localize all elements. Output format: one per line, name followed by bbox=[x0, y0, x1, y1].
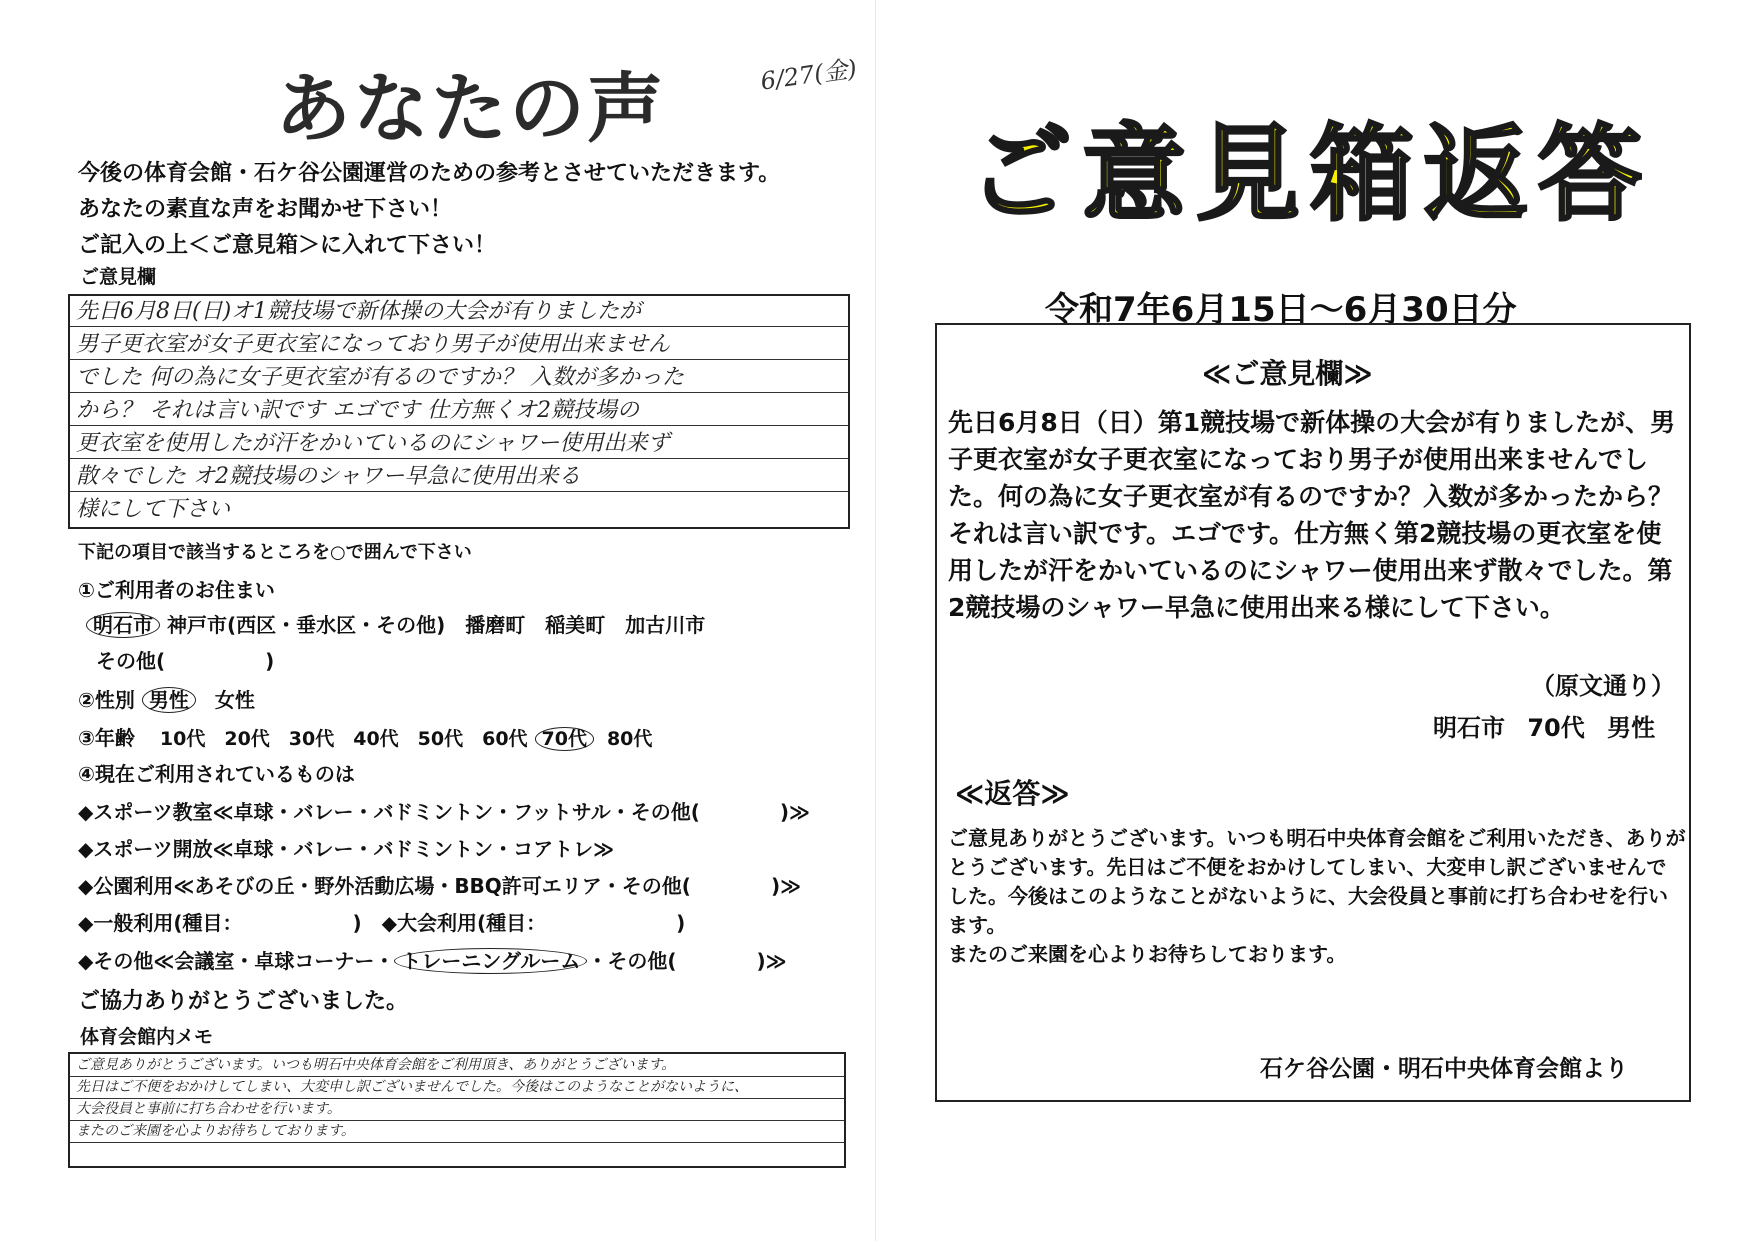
q2-circled-answer[interactable]: 男性 bbox=[142, 687, 196, 713]
reply-text bbox=[948, 824, 1686, 969]
memo-heading: 体育会館内メモ bbox=[80, 1026, 214, 1048]
usage-other-suffix: ・その他( )≫ bbox=[587, 949, 787, 973]
intro-line-3: ご記入の上＜ご意見箱＞に入れて下さい！ bbox=[78, 233, 497, 258]
handwritten-line: 先日6月8日(日)オ1競技場で新体操の大会が有りましたが bbox=[70, 298, 848, 327]
reply-paragraph: またのご来園を心よりお待ちしております。 bbox=[948, 942, 1347, 966]
q3-label: ③年齢 bbox=[78, 726, 135, 750]
usage-other-prefix: ◆その他≪会議室・卓球コーナー・ bbox=[78, 949, 395, 973]
memo-line bbox=[70, 1142, 844, 1164]
handwritten-line: 男子更衣室が女子更衣室になっており男子が使用出来ません bbox=[70, 331, 848, 360]
survey-instruction: 下記の項目で該当するところを○で囲んで下さい bbox=[78, 542, 472, 563]
period-label: 令和7年6月15日～6月30日分 bbox=[1045, 290, 1517, 330]
page-title: あなたの声 bbox=[275, 64, 665, 153]
intro-line-1: 今後の体育会館・石ケ谷公園運営のための参考とさせていただきます。 bbox=[78, 161, 781, 186]
original-text-note: （原文通り） bbox=[1531, 672, 1675, 700]
q3-row bbox=[78, 722, 652, 751]
reply-section-heading: ≪返答≫ bbox=[955, 777, 1070, 810]
q1-options bbox=[86, 609, 705, 638]
handwritten-line: 散々でした オ2競技場のシャワー早急に使用出来る bbox=[70, 463, 848, 492]
usage-line-other bbox=[78, 945, 787, 974]
q4-heading: ④現在ご利用されているものは bbox=[78, 762, 355, 786]
q3-option-80: 80代 bbox=[606, 728, 653, 750]
opinion-handwritten-box bbox=[68, 294, 850, 529]
memo-box bbox=[68, 1052, 846, 1168]
handwritten-date: 6/27(金) bbox=[758, 54, 859, 96]
center-fold bbox=[875, 0, 876, 1241]
thanks-text: ご協力ありがとうございました。 bbox=[78, 989, 409, 1014]
q1-circled-answer[interactable]: 明石市 bbox=[86, 612, 160, 638]
q2-other-option: 女性 bbox=[214, 688, 255, 712]
memo-line: 大会役員と事前に打ち合わせを行います。 bbox=[70, 1098, 844, 1121]
intro-line-2: あなたの素直な声をお聞かせ下さい！ bbox=[78, 197, 453, 222]
reply-page-title: ご意見箱返答 bbox=[968, 113, 1653, 235]
usage-line: ◆スポーツ教室≪卓球・バレー・バドミントン・フットサル・その他( )≫ bbox=[78, 800, 810, 824]
opinion-heading: ご意見欄 bbox=[80, 266, 157, 288]
reply-paragraph: ご意見ありがとうございます。いつも明石中央体育会館をご利用いただき、ありがとうございます。先日はご不便をおかけしてしまい、大変申し訳ございませんでした。今後はこのようなことがないように、大会役員と事前に打ち合わせを行います。 bbox=[948, 826, 1686, 937]
q2-label: ②性別 bbox=[78, 688, 135, 712]
opinion-typed-text: 先日6月8日（日）第1競技場で新体操の大会が有りましたが、男子更衣室が女子更衣室になっており男子が使用出来ませんでした。何の為に女子更衣室が有るのですか？入数が多かったから？それは言い訳です。エゴです。仕方無く第2競技場の更衣室を使用したが汗をかいているのにシャワー使用出来ず散々でした。第2競技場のシャワー早急に使用出来る様にして下さい。 bbox=[948, 408, 1676, 622]
memo-line: ご意見ありがとうございます。いつも明石中央体育会館をご利用頂き、ありがとうございます。 bbox=[70, 1054, 844, 1077]
memo-line: 先日はご不便をおかけしてしまい、大変申し訳ございませんでした。今後はこのようなことがないように、 bbox=[70, 1076, 844, 1099]
usage-line: ◆スポーツ開放≪卓球・バレー・バドミントン・コアトレ≫ bbox=[78, 837, 615, 861]
usage-circled-answer[interactable]: トレーニングルーム bbox=[394, 948, 587, 974]
q3-circled-answer[interactable]: 70代 bbox=[535, 727, 594, 751]
handwritten-line: から？ それは言い訳です エゴです 仕方無くオ2競技場の bbox=[70, 397, 848, 426]
q1-heading: ①ご利用者のお住まい bbox=[78, 578, 275, 602]
q1-other: その他( ) bbox=[96, 649, 275, 673]
q3-options: 10代 20代 30代 40代 50代 60代 bbox=[159, 728, 528, 750]
handwritten-line: 様にして下さい bbox=[76, 497, 231, 522]
q2-row bbox=[78, 684, 255, 713]
q1-other-options: 神戸市(西区・垂水区・その他) 播磨町 稲美町 加古川市 bbox=[166, 613, 706, 637]
handwritten-line: でした 何の為に女子更衣室が有るのですか？ 入数が多かった bbox=[70, 364, 848, 393]
usage-line: ◆公園利用≪あそびの丘・野外活動広場・BBQ許可エリア・その他( )≫ bbox=[78, 874, 802, 898]
opinion-section-heading: ≪ご意見欄≫ bbox=[1202, 357, 1373, 390]
usage-line: ◆一般利用(種目： ) ◆大会利用(種目： ) bbox=[78, 911, 686, 935]
memo-line: またのご来園を心よりお待ちしております。 bbox=[70, 1120, 844, 1143]
signature: 石ケ谷公園・明石中央体育会館より bbox=[1260, 1056, 1628, 1082]
handwritten-line: 更衣室を使用したが汗をかいているのにシャワー使用出来ず bbox=[70, 430, 848, 459]
author-info: 明石市 70代 男性 bbox=[1433, 714, 1656, 742]
